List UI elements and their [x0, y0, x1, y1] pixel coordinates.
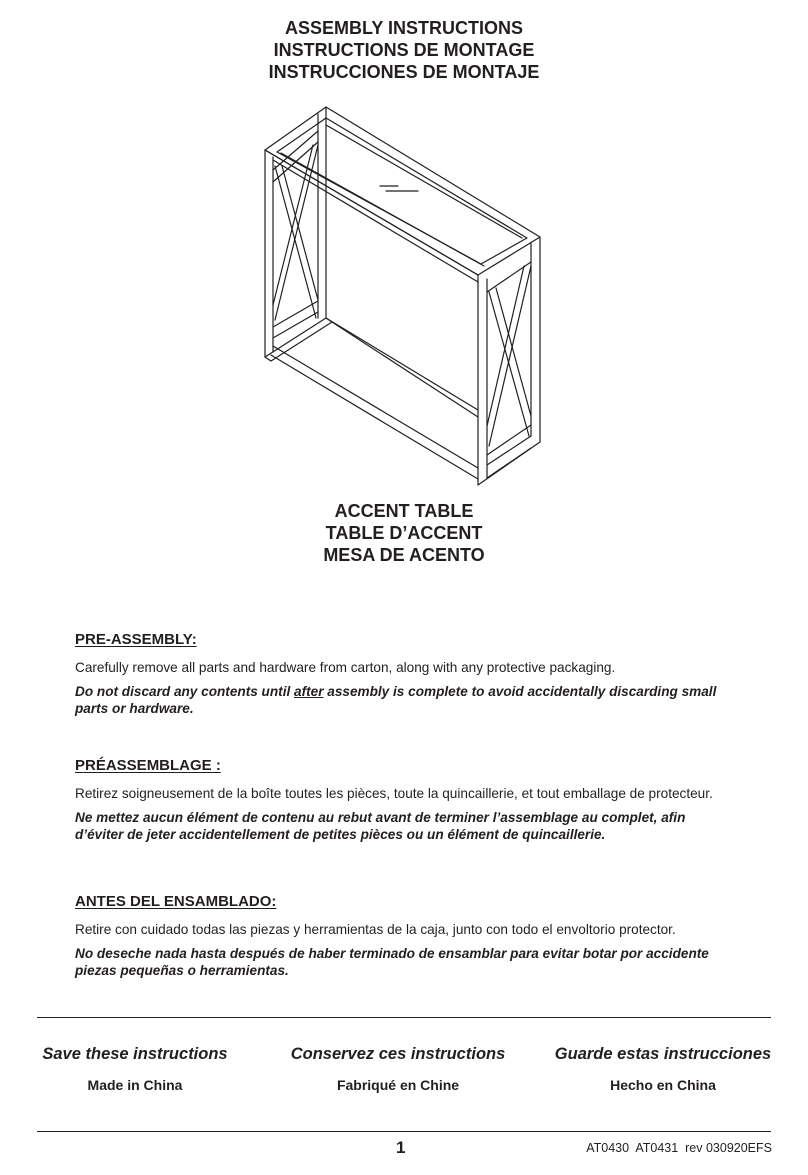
- product-name-en: ACCENT TABLE: [334, 501, 474, 521]
- section-body-es: Retire con cuidado todas las piezas y herramientas de la caja, junto con todo el envoltorio protector.: [75, 922, 676, 937]
- made-in-es: Hecho en China: [610, 1077, 716, 1093]
- footer-divider-top: [37, 1017, 771, 1018]
- product-name-fr: TABLE D’ACCENT: [325, 523, 483, 543]
- footer-column-en: [20, 1044, 250, 1094]
- section-warning-en: [75, 683, 735, 717]
- made-in-en: Made in China: [87, 1077, 183, 1093]
- save-instructions-es: Guarde estas instrucciones: [554, 1045, 772, 1063]
- accent-table-drawing-icon: [255, 105, 555, 490]
- footer-column-fr: [273, 1044, 523, 1094]
- document-code: AT0430 AT0431 rev 030920EFS: [586, 1141, 772, 1155]
- title-line-en: ASSEMBLY INSTRUCTIONS: [284, 18, 524, 38]
- title-line-fr: INSTRUCTIONS DE MONTAGE: [273, 40, 535, 60]
- document-title: [0, 17, 808, 83]
- made-in-fr: Fabriqué en Chine: [336, 1077, 460, 1093]
- product-name: [0, 500, 808, 566]
- product-name-es: MESA DE ACENTO: [323, 545, 485, 565]
- warning-text-pre: Do not discard any contents until: [75, 684, 295, 699]
- section-body-en: Carefully remove all parts and hardware from carton, along with any protective packaging.: [75, 660, 616, 675]
- page-number: 1: [396, 1138, 406, 1157]
- section-heading-en: PRE-ASSEMBLY:: [75, 631, 197, 648]
- warning-emphasis: after: [294, 684, 324, 699]
- section-warning-es: No deseche nada hasta después de haber terminado de ensamblar para evitar botar por accidente piezas pequeñas o herramientas.: [75, 946, 709, 978]
- warning-text-post: assembly is complete to avoid accidentally discarding small parts or hardware.: [75, 684, 717, 716]
- section-heading-es: ANTES DEL ENSAMBLADO:: [75, 893, 277, 910]
- footer-divider-bottom: [37, 1131, 771, 1132]
- section-body-fr: Retirez soigneusement de la boîte toutes les pièces, toute la quincaillerie, et tout emballage de protecteur.: [75, 786, 713, 801]
- footer-column-es: [538, 1044, 788, 1094]
- section-warning-fr: Ne mettez aucun élément de contenu au rebut avant de terminer l’assemblage au complet, afin d’éviter de jeter accidentellement de petites pièces ou un élément de quincaillerie.: [75, 810, 686, 842]
- pre-assembly-section-fr: [75, 757, 735, 843]
- save-instructions-fr: Conservez ces instructions: [290, 1045, 506, 1063]
- title-line-es: INSTRUCCIONES DE MONTAJE: [268, 62, 540, 82]
- section-heading-fr: PRÉASSEMBLAGE :: [75, 757, 221, 774]
- pre-assembly-section-en: [75, 631, 735, 717]
- pre-assembly-section-es: [75, 893, 735, 979]
- save-instructions-en: Save these instructions: [42, 1045, 228, 1063]
